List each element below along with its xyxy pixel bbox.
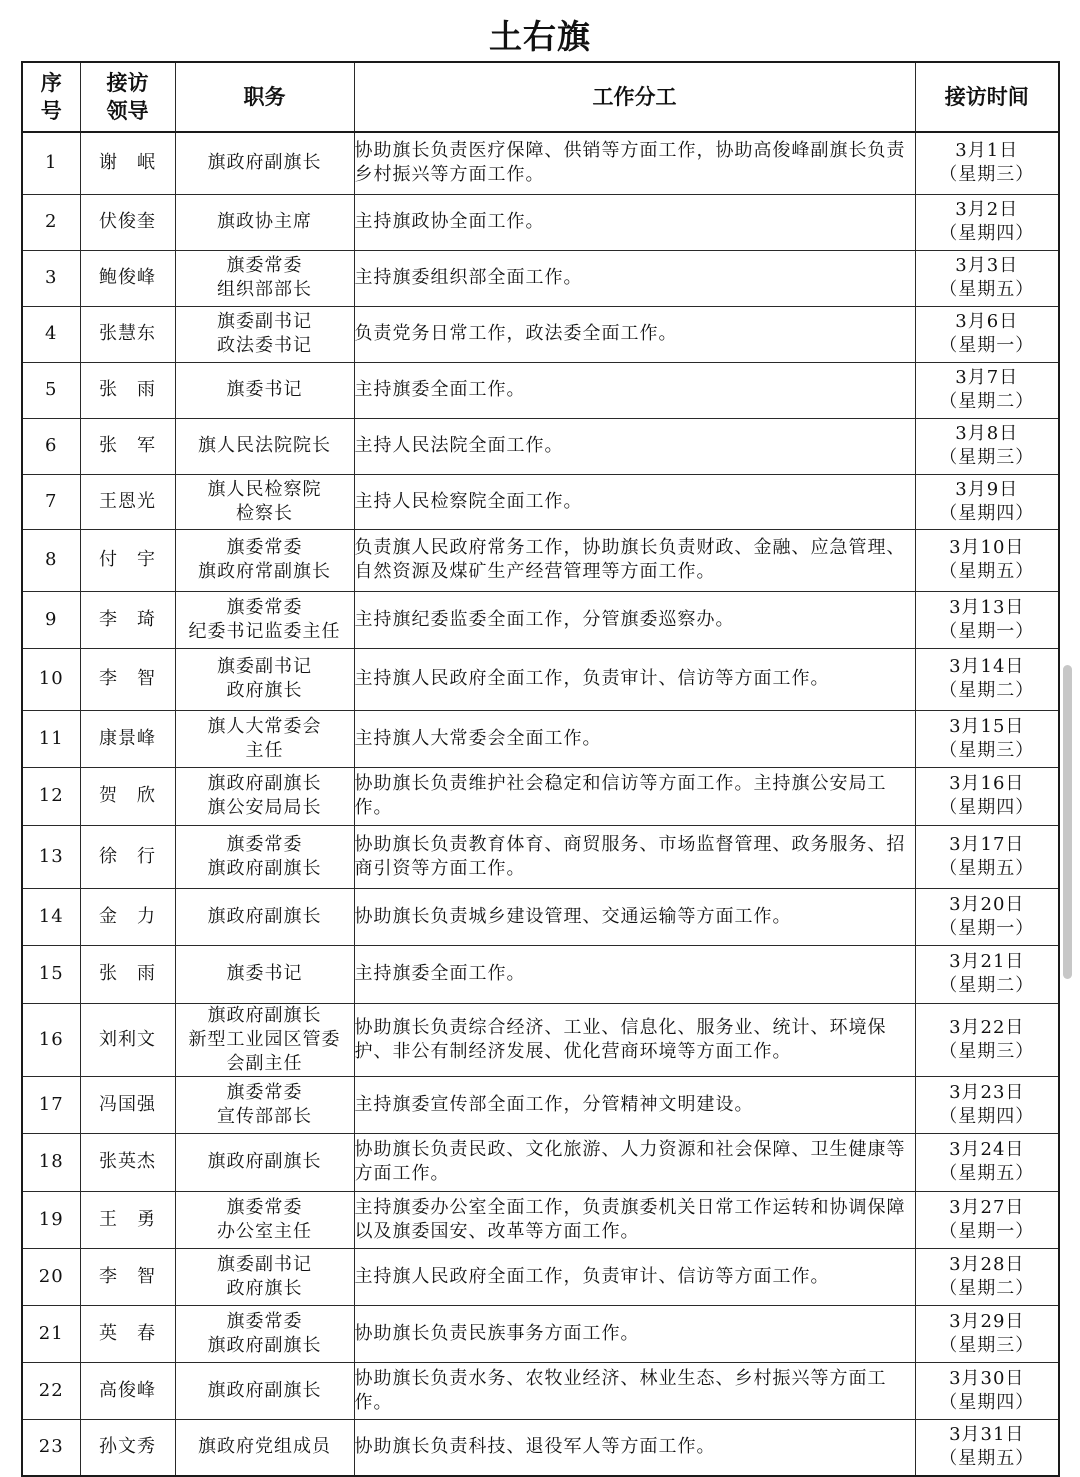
leader-name: 英 春 [80,1305,175,1362]
reception-time [915,945,1059,1003]
row-number: 21 [22,1305,80,1362]
leader-position: 旗委常委 旗政府副旗长 [175,1305,354,1362]
reception-date: 3月16日 [949,773,1025,794]
leader-position: 旗人民法院院长 [175,418,354,474]
reception-time [915,250,1059,306]
row-number: 12 [22,767,80,825]
reception-date: 3月2日 [955,199,1019,220]
reception-date: 3月8日 [955,423,1019,444]
reception-time [915,888,1059,945]
table-row [22,945,1059,1003]
table-row [22,194,1059,250]
reception-time [915,1191,1059,1248]
reception-weekday: （星期四） [939,797,1035,818]
reception-time [915,1248,1059,1305]
header-leader: 接访 领导 [80,62,175,132]
leader-position: 旗政府副旗长 [175,1362,354,1419]
row-number: 11 [22,710,80,767]
leader-name: 谢 岷 [80,132,175,194]
reception-weekday: （星期三） [939,164,1035,186]
leader-name: 王恩光 [80,474,175,529]
row-number: 15 [22,945,80,1003]
reception-weekday: （星期二） [939,391,1035,412]
reception-time [915,825,1059,888]
table-row [22,1133,1059,1191]
header-time: 接访时间 [915,62,1059,132]
reception-weekday: （星期五） [939,857,1035,879]
work-division: 主持人民检察院全面工作。 [354,474,915,529]
reception-weekday: （星期二） [939,680,1035,701]
reception-date: 3月24日 [949,1139,1025,1160]
table-row [22,250,1059,306]
reception-date: 3月14日 [949,656,1025,677]
reception-weekday: （星期三） [939,1040,1035,1062]
leader-position: 旗委常委 纪委书记监委主任 [175,591,354,648]
work-division: 协助旗长负责民族事务方面工作。 [354,1305,915,1362]
table-row [22,1362,1059,1419]
work-division: 协助旗长负责教育体育、商贸服务、市场监督管理、政务服务、招商引资等方面工作。 [354,825,915,888]
row-number: 3 [22,250,80,306]
reception-time [915,306,1059,362]
reception-time [915,767,1059,825]
row-number: 22 [22,1362,80,1419]
reception-date: 3月13日 [949,596,1025,618]
work-division: 主持人民法院全面工作。 [354,418,915,474]
reception-time [915,1362,1059,1419]
leader-name: 徐 行 [80,825,175,888]
reception-time [915,529,1059,591]
work-division: 协助旗长负责综合经济、工业、信息化、服务业、统计、环境保护、非公有制经济发展、优化营商环境等方面工作。 [354,1003,915,1076]
row-number: 8 [22,529,80,591]
table-row [22,710,1059,767]
table-body [22,132,1059,1476]
reception-date: 3月23日 [949,1081,1025,1103]
reception-date: 3月10日 [949,537,1025,558]
leader-position: 旗委副书记 政法委书记 [175,306,354,362]
reception-date: 3月28日 [949,1253,1025,1275]
leader-position: 旗委书记 [175,945,354,1003]
reception-weekday: （星期三） [939,1334,1035,1356]
reception-weekday: （星期五） [939,1448,1035,1470]
reception-weekday: （星期四） [939,1105,1035,1127]
leader-name: 刘利文 [80,1003,175,1076]
reception-time [915,710,1059,767]
table-row [22,529,1059,591]
reception-time [915,1305,1059,1362]
reception-time [915,648,1059,710]
table-row [22,648,1059,710]
leader-name: 贺 欣 [80,767,175,825]
row-number: 4 [22,306,80,362]
table-row [22,1191,1059,1248]
reception-weekday: （星期五） [939,1163,1035,1184]
leader-name: 金 力 [80,888,175,945]
leader-position: 旗委常委 组织部部长 [175,250,354,306]
reception-time [915,418,1059,474]
leader-name: 张英杰 [80,1133,175,1191]
reception-date: 3月21日 [949,951,1025,972]
leader-position: 旗政府副旗长 [175,1133,354,1191]
document-title: 土右旗 [489,17,591,56]
reception-time [915,591,1059,648]
leader-name: 伏俊奎 [80,194,175,250]
leader-name: 李 智 [80,648,175,710]
reception-weekday: （星期二） [939,975,1035,996]
reception-weekday: （星期三） [939,739,1035,761]
work-division: 主持旗委全面工作。 [354,945,915,1003]
leader-name: 李 琦 [80,591,175,648]
reception-date: 3月1日 [955,140,1019,162]
reception-date: 3月31日 [949,1424,1025,1446]
reception-time [915,1003,1059,1076]
reception-date: 3月15日 [949,715,1025,737]
row-number: 6 [22,418,80,474]
work-division: 主持旗人大常委会全面工作。 [354,710,915,767]
reception-date: 3月29日 [949,1310,1025,1332]
work-division: 协助旗长负责科技、退役军人等方面工作。 [354,1419,915,1476]
table-row [22,1248,1059,1305]
reception-time [915,474,1059,529]
table-row [22,306,1059,362]
header-work: 工作分工 [354,62,915,132]
leader-position: 旗委副书记 政府旗长 [175,648,354,710]
header-no: 序 号 [22,62,80,132]
table-row [22,1076,1059,1133]
leader-position: 旗政府副旗长 旗公安局局长 [175,767,354,825]
reception-weekday: （星期一） [939,1220,1035,1242]
table-header-row [22,62,1059,132]
leader-name: 鲍俊峰 [80,250,175,306]
work-division: 主持旗委宣传部全面工作，分管精神文明建设。 [354,1076,915,1133]
row-number: 1 [22,132,80,194]
reception-weekday: （星期五） [939,561,1035,582]
reception-date: 3月6日 [955,311,1019,332]
reception-schedule-table [21,61,1060,1477]
reception-time [915,194,1059,250]
row-number: 17 [22,1076,80,1133]
leader-name: 康景峰 [80,710,175,767]
reception-date: 3月27日 [949,1196,1025,1218]
table-row [22,591,1059,648]
leader-position: 旗人民检察院 检察长 [175,474,354,529]
table-row [22,1003,1059,1076]
table-row [22,132,1059,194]
table-row [22,1305,1059,1362]
reception-date: 3月3日 [955,255,1019,276]
table-row [22,767,1059,825]
leader-position: 旗人大常委会 主任 [175,710,354,767]
reception-weekday: （星期五） [939,279,1035,300]
work-division: 负责旗人民政府常务工作，协助旗长负责财政、金融、应急管理、自然资源及煤矿生产经营管理等方面工作。 [354,529,915,591]
leader-position: 旗委常委 办公室主任 [175,1191,354,1248]
row-number: 9 [22,591,80,648]
work-division: 协助旗长负责城乡建设管理、交通运输等方面工作。 [354,888,915,945]
leader-position: 旗委常委 旗政府常副旗长 [175,529,354,591]
leader-position: 旗政府党组成员 [175,1419,354,1476]
leader-position: 旗政府副旗长 [175,132,354,194]
work-division: 协助旗长负责民政、文化旅游、人力资源和社会保障、卫生健康等方面工作。 [354,1133,915,1191]
leader-name: 孙文秀 [80,1419,175,1476]
leader-position: 旗政协主席 [175,194,354,250]
leader-name: 张慧东 [80,306,175,362]
leader-position: 旗委书记 [175,362,354,418]
reception-weekday: （星期二） [939,1277,1035,1299]
leader-name: 张 雨 [80,362,175,418]
row-number: 14 [22,888,80,945]
work-division: 协助旗长负责维护社会稳定和信访等方面工作。主持旗公安局工作。 [354,767,915,825]
row-number: 18 [22,1133,80,1191]
leader-position: 旗委常委 宣传部部长 [175,1076,354,1133]
reception-date: 3月17日 [949,833,1025,855]
table-row [22,474,1059,529]
reception-date: 3月30日 [949,1367,1025,1389]
table-row [22,888,1059,945]
work-division: 主持旗人民政府全面工作，负责审计、信访等方面工作。 [354,648,915,710]
row-number: 20 [22,1248,80,1305]
table-row [22,418,1059,474]
reception-weekday: （星期一） [939,620,1035,642]
row-number: 10 [22,648,80,710]
reception-time [915,1419,1059,1476]
leader-position: 旗政府副旗长 [175,888,354,945]
row-number: 2 [22,194,80,250]
leader-name: 李 智 [80,1248,175,1305]
leader-name: 张 军 [80,418,175,474]
reception-weekday: （星期一） [939,917,1035,939]
reception-time [915,1076,1059,1133]
reception-weekday: （星期四） [939,502,1035,524]
leader-name: 张 雨 [80,945,175,1003]
reception-date: 3月7日 [955,367,1019,388]
row-number: 7 [22,474,80,529]
reception-weekday: （星期一） [939,335,1035,356]
table-row [22,1419,1059,1476]
leader-name: 高俊峰 [80,1362,175,1419]
reception-weekday: （星期三） [939,447,1035,468]
work-division: 协助旗长负责水务、农牧业经济、林业生态、乡村振兴等方面工作。 [354,1362,915,1419]
table-row [22,825,1059,888]
work-division: 主持旗委办公室全面工作，负责旗委机关日常工作运转和协调保障以及旗委国安、改革等方面工作。 [354,1191,915,1248]
work-division: 负责党务日常工作，政法委全面工作。 [354,306,915,362]
work-division: 主持旗委组织部全面工作。 [354,250,915,306]
work-division: 协助旗长负责医疗保障、供销等方面工作，协助高俊峰副旗长负责乡村振兴等方面工作。 [354,132,915,194]
leader-name: 王 勇 [80,1191,175,1248]
table-row [22,362,1059,418]
leader-name: 冯国强 [80,1076,175,1133]
row-number: 19 [22,1191,80,1248]
row-number: 23 [22,1419,80,1476]
reception-time [915,1133,1059,1191]
row-number: 13 [22,825,80,888]
leader-name: 付 宇 [80,529,175,591]
work-division: 主持旗政协全面工作。 [354,194,915,250]
scrollbar[interactable] [1063,665,1072,979]
work-division: 主持旗人民政府全面工作，负责审计、信访等方面工作。 [354,1248,915,1305]
work-division: 主持旗纪委监委全面工作，分管旗委巡察办。 [354,591,915,648]
header-position: 职务 [175,62,354,132]
reception-time [915,362,1059,418]
reception-date: 3月9日 [955,478,1019,500]
leader-position: 旗委副书记 政府旗长 [175,1248,354,1305]
row-number: 16 [22,1003,80,1076]
reception-date: 3月22日 [949,1016,1025,1038]
reception-date: 3月20日 [949,893,1025,915]
leader-position: 旗委常委 旗政府副旗长 [175,825,354,888]
reception-weekday: （星期四） [939,1391,1035,1413]
row-number: 5 [22,362,80,418]
work-division: 主持旗委全面工作。 [354,362,915,418]
reception-weekday: （星期四） [939,223,1035,244]
leader-position: 旗政府副旗长 新型工业园区管委 会副主任 [175,1003,354,1076]
reception-time [915,132,1059,194]
